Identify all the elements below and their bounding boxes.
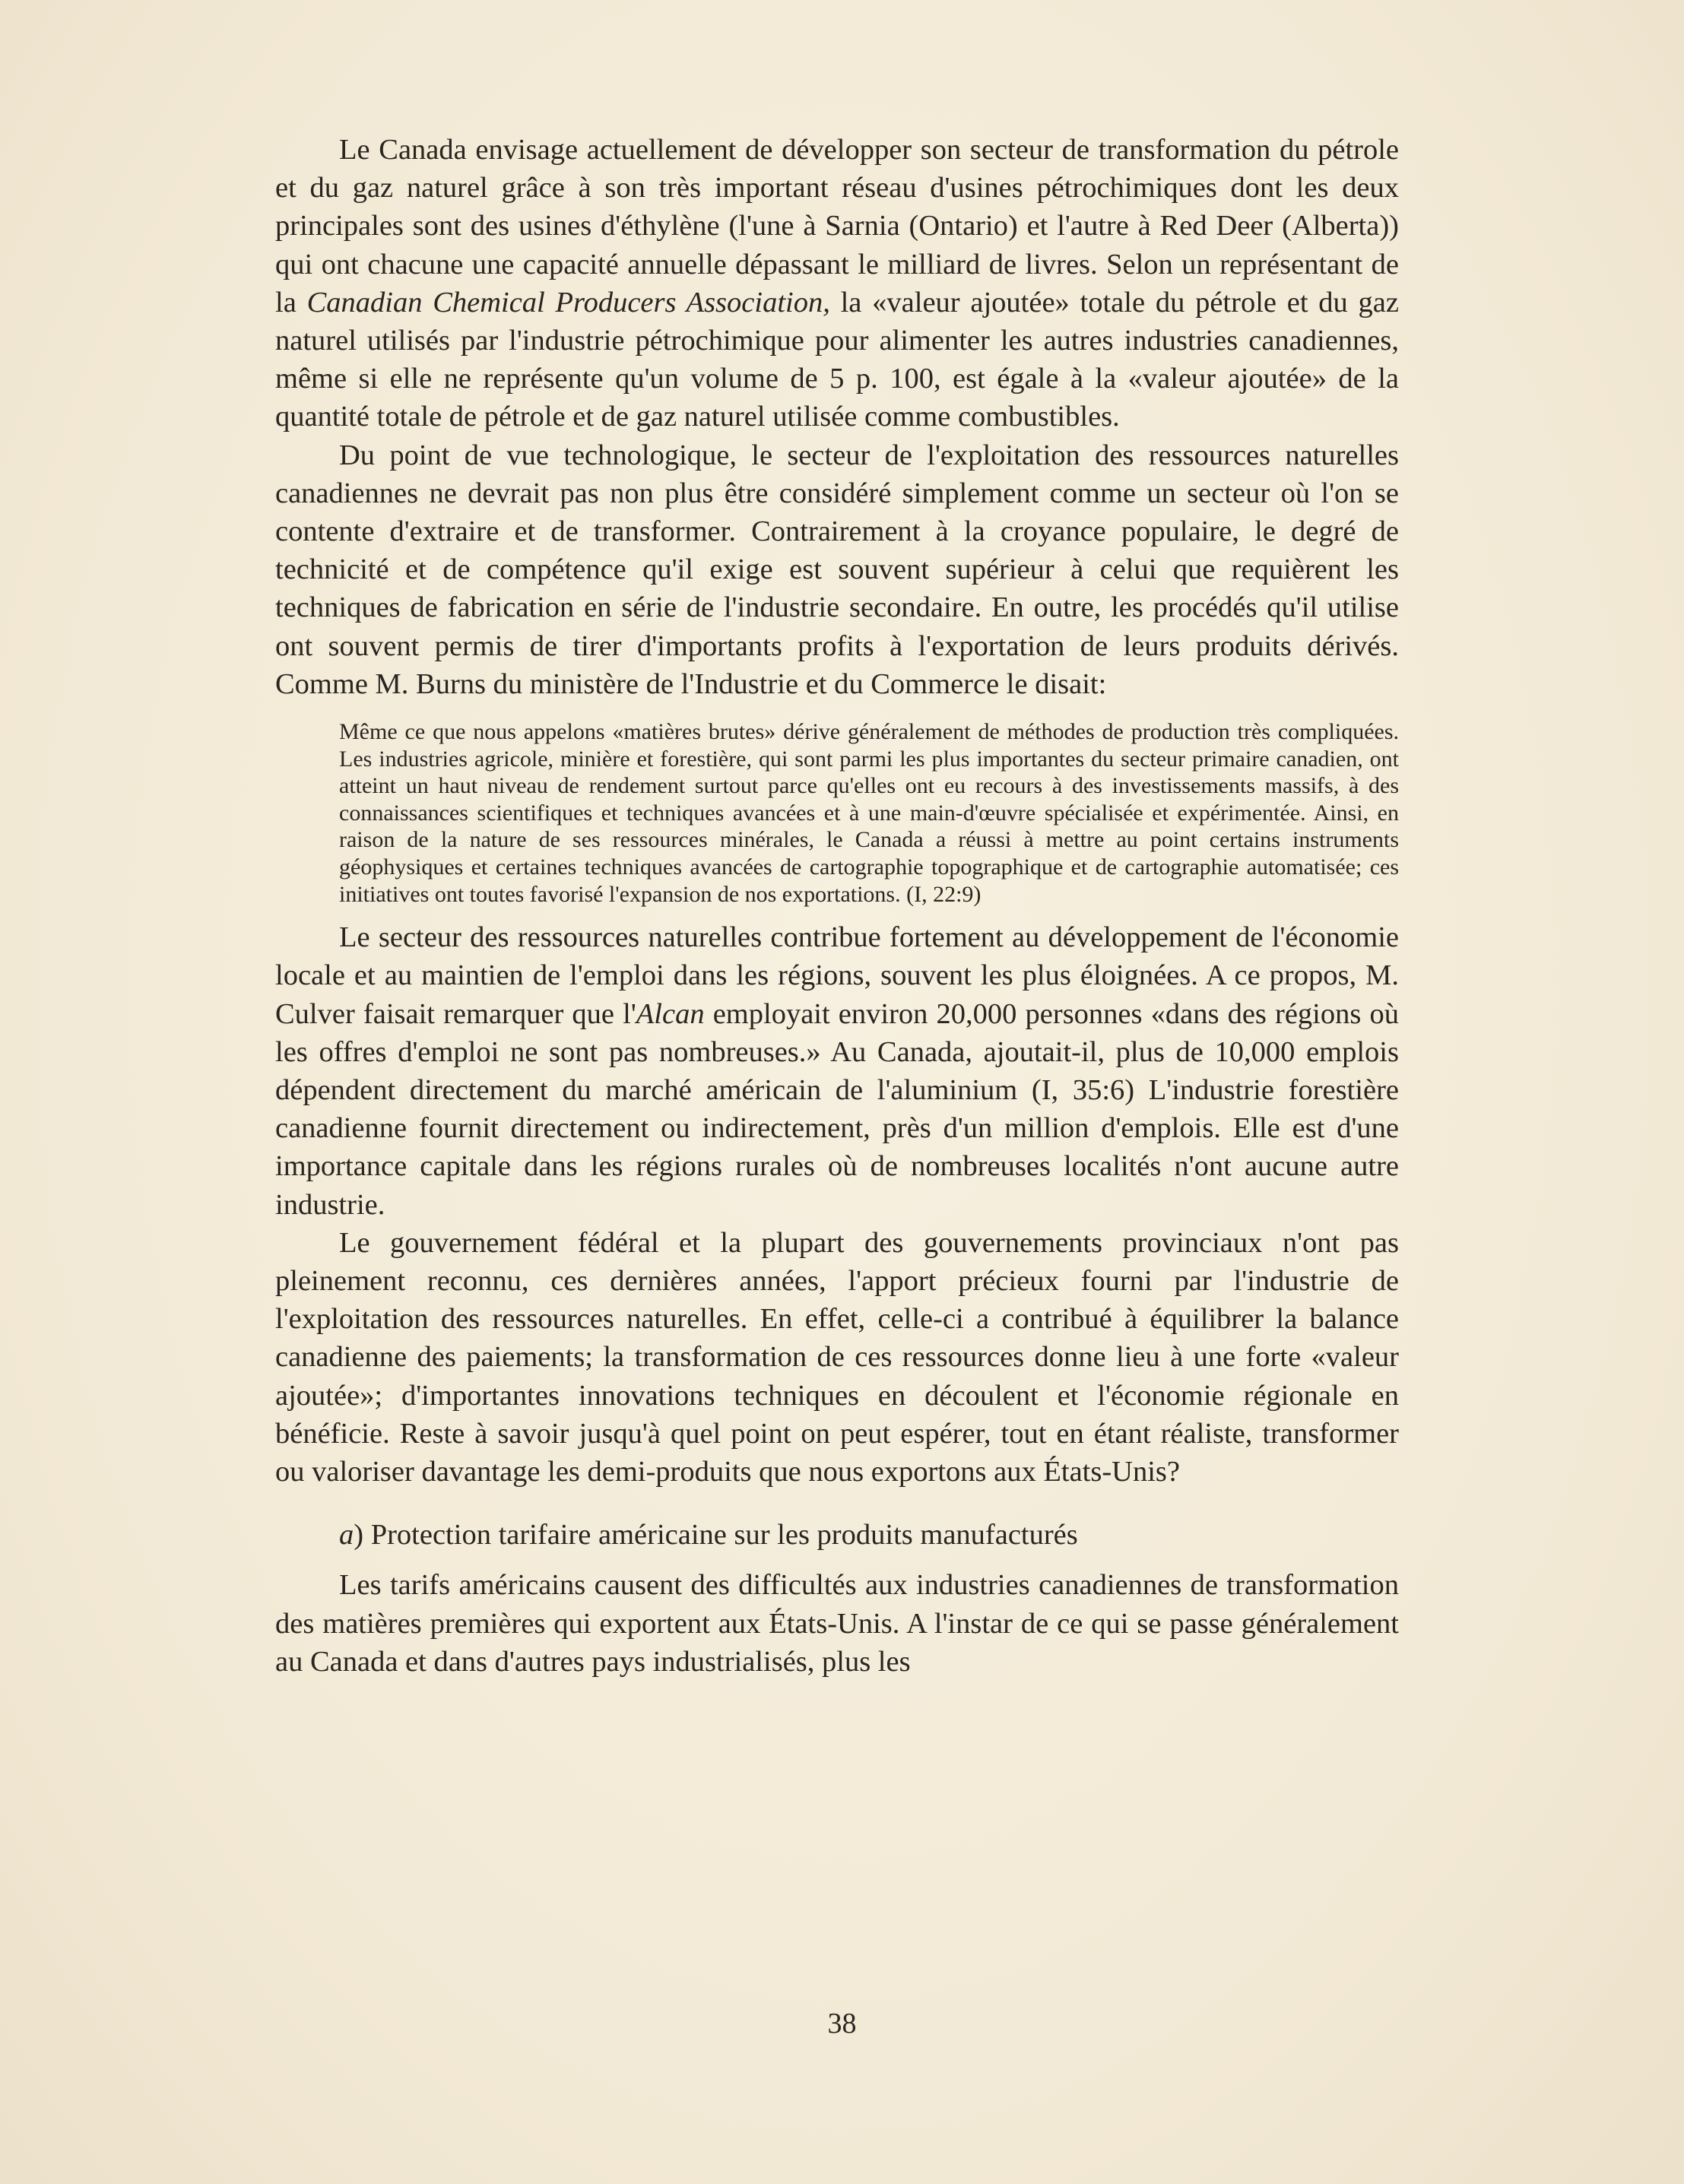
block-quote: Même ce que nous appelons «matières brutes» dérive généralement de méthodes de production très compliquées. Les industries agricole, minière et forestière, qui sont parmi les plus importantes du secteur primaire canadien, ont atteint un haut niveau de rendement surtout parce qu'elles ont eu recours à des investissements massifs, à des connaissances scientifiques et techniques avancées et à une main-d'œuvre spécialisée et expérimentée. Ainsi, en raison de la nature de ses ressources minérales, le Canada a réussi à mettre au point certains instruments géophysiques et certaines techniques avancées de cartographie topographique et de cartographie automatisée; ces initiatives ont toutes favorisé l'expansion de nos exportations. (I, 22:9) <box>339 719 1399 907</box>
page-number: 38 <box>827 2008 857 2040</box>
paragraph-petrochemical <box>275 131 1399 436</box>
association-name: Canadian Chemical Producers Association, <box>306 286 830 319</box>
paragraph-technology: Du point de vue technologique, le secteur de l'exploitation des ressources naturelles canadiennes ne devrait pas non plus être considéré simplement comme un secteur où l'on se contente d'extraire et de transformer. Contrairement à la croyance populaire, le degré de technicité et de compétence qu'il exige est souvent supérieur à celui que requièrent les techniques de fabrication en série de l'industrie secondaire. En outre, les procédés qu'il utilise ont souvent permis de tirer d'importants profits à l'exportation de leurs produits dérivés. Comme M. Burns du ministère de l'Industrie et du Commerce le disait: <box>275 439 1399 700</box>
paragraph-text: Le Canada envisage actuellement de développer son secteur de transformation du pétrole et du gaz naturel grâce à son très important réseau d'usines pétrochimiques dont les deux principales sont des usines d'éthylène (l'une à Sarnia (Ontario) et l'autre à Red Deer (Alberta)) qui ont chacune une capacité annuelle dépassant le milliard de livres. Selon un représentant de la <box>275 134 1399 319</box>
paragraph-text: la «valeur ajoutée» totale du pétrole et du gaz naturel utilisés par l'industrie pétrochimique pour alimenter les autres industries canadiennes, même si elle ne représente qu'un volume de 5 p. 100, est égale à la «valeur ajoutée» de la quantité totale de pétrole et de gaz naturel utilisée comme combustibles. <box>275 286 1399 433</box>
subheading-marker: a <box>339 1519 354 1552</box>
paragraph-text: employait environ 20,000 personnes «dans des régions où les offres d'emploi ne sont pas nombreuses.» Au Canada, ajoutait-il, plus de 10,000 emplois dépendent directement du marché américain de l'aluminium (I, 35:6) L'industrie forestière canadienne fournit directement ou indirectement, près d'un million d'emplois. Elle est d'une importance capitale dans les régions rurales où de nombreuses localités n'ont aucune autre industrie. <box>275 997 1399 1221</box>
paragraph-regional-employment <box>275 918 1399 1224</box>
company-name: Alcan <box>636 997 705 1030</box>
paragraph-text: Le secteur des ressources naturelles contribue fortement au développement de l'économie locale et au maintien de l'emploi dans les régions, souvent les plus éloignées. A ce propos, M. Culver faisait remarquer que l' <box>275 921 1399 1030</box>
subheading-text: ) Protection tarifaire américaine sur les produits manufacturés <box>354 1519 1078 1552</box>
paragraph-governments: Le gouvernement fédéral et la plupart des gouvernements provinciaux n'ont pas pleinement reconnu, ces dernières années, l'apport précieux fourni par l'industrie de l'exploitation des ressources naturelles. En effet, celle-ci a contribué à équilibrer la balance canadienne des paiements; la transformation de ces ressources donne lieu à une forte «valeur ajoutée»; d'importantes innovations techniques en découlent et l'économie régionale en bénéficie. Reste à savoir jusqu'à quel point on peut espérer, tout en étant réaliste, transformer ou valoriser davantage les demi-produits que nous exportons aux États-Unis? <box>275 1226 1399 1488</box>
paragraph-tariffs: Les tarifs américains causent des difficultés aux industries canadiennes de transformation des matières premières qui exportent aux États-Unis. A l'instar de ce qui se passe généralement au Canada et dans d'autres pays industrialisés, plus les <box>275 1569 1399 1678</box>
section-subheading <box>275 1516 1399 1554</box>
body-text <box>275 131 1399 1681</box>
